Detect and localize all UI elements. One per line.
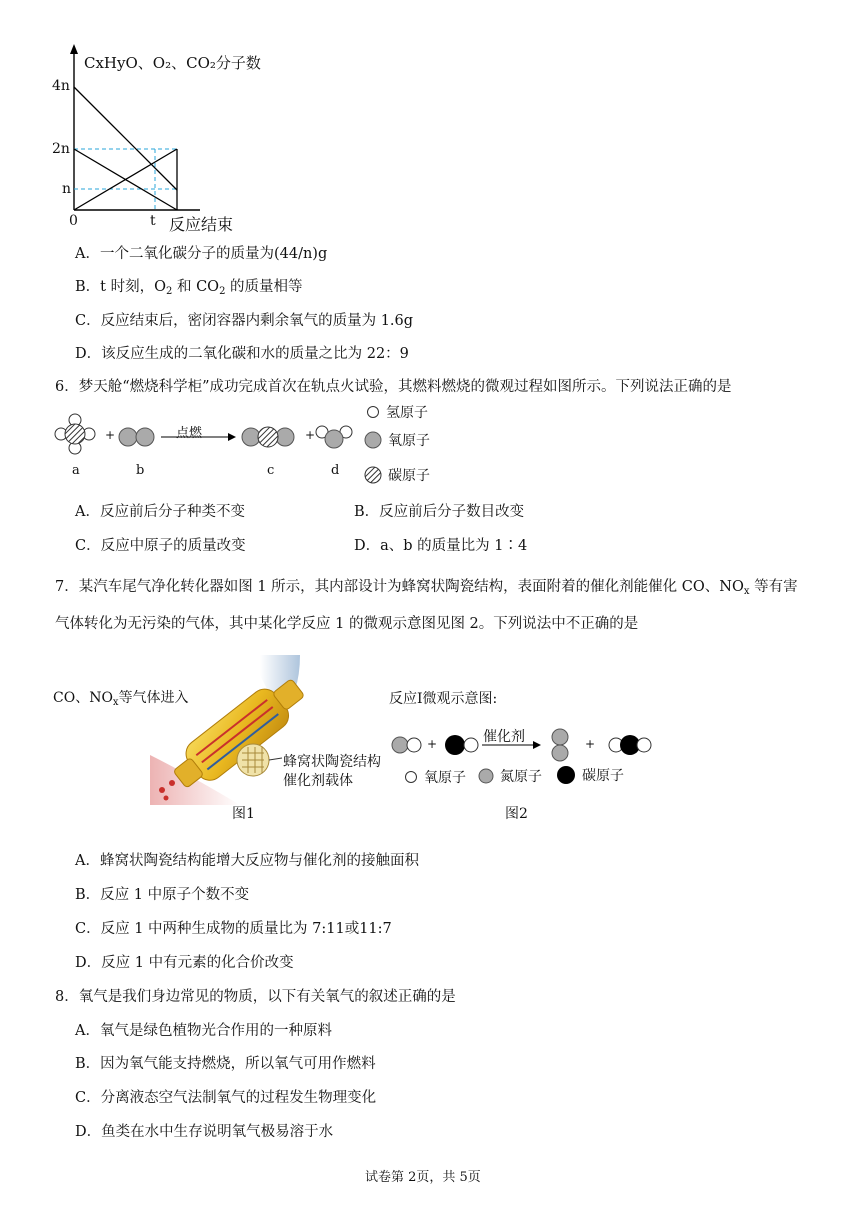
fig2-plus-2: + — [585, 737, 596, 751]
q5-option-b[interactable] — [75, 275, 303, 297]
x-end-label: 反应结束 — [169, 215, 234, 234]
q6-option-a[interactable]: A．反应前后分子种类不变 — [75, 504, 245, 520]
fig2-arrow-label: 催化剂 — [483, 729, 525, 745]
black-atom-icon — [556, 765, 576, 785]
q5-b-sub1: 2 — [165, 286, 173, 297]
q7-option-d[interactable]: D．反应 1 中有元素的化合价改变 — [75, 955, 294, 971]
q7-option-c[interactable]: C．反应 1 中两种生成物的质量比为 7:11或11:7 — [75, 921, 392, 937]
q8-option-d[interactable]: D．鱼类在水中生存说明氧气极易溶于水 — [75, 1124, 334, 1140]
fig1-honeycomb-label: 蜂窝状陶瓷结构 — [283, 754, 381, 770]
q6-label-a: a — [72, 463, 80, 478]
q6-legend-carbon: 碳原子 — [364, 465, 430, 485]
catalytic-converter-image — [150, 655, 390, 805]
q8-option-c[interactable]: C．分离液态空气法制氧气的过程发生物理变化 — [75, 1090, 377, 1106]
fig2-title: 反应Ⅰ微观示意图: — [389, 691, 498, 707]
hatched-atom-icon — [364, 466, 382, 484]
white-atom-icon — [404, 770, 418, 784]
q7-option-b[interactable]: B．反应 1 中原子个数不变 — [75, 887, 250, 903]
q7-stem-line1: 7．某汽车尾气净化转化器如图 1 所示，其内部设计为蜂窝状陶瓷结构，表面附着的催化剂能催化 CO、$NO_x$ 等有害 — [55, 579, 798, 597]
q6-label-c: c — [267, 463, 275, 478]
q6-label-b: b — [136, 463, 145, 478]
q6-option-d[interactable]: D．a、b 的质量比为 1∶4 — [354, 538, 528, 554]
q6-plus-1: + — [105, 428, 116, 442]
q5-option-c[interactable]: C．反应结束后，密闭容器内剩余氧气的质量为 1.6g — [75, 313, 414, 329]
graph-ylabel: CxHyO、O₂、CO₂分子数 — [84, 54, 261, 72]
y-tick-4n: 4n — [52, 78, 70, 94]
fig2-legend-oxygen: 氧原子 — [404, 767, 466, 787]
y-tick-2n: 2n — [52, 141, 70, 157]
q8-option-b[interactable]: B．因为氧气能支持燃烧，所以氧气可用作燃料 — [75, 1056, 376, 1072]
q5-b-pre: B．t 时刻，O — [75, 279, 166, 295]
y-tick-n: n — [62, 181, 72, 197]
white-atom-icon — [366, 405, 380, 419]
q7-option-a[interactable]: A．蜂窝状陶瓷结构能增大反应物与催化剂的接触面积 — [75, 853, 419, 869]
fig1-input-label: CO、$NO_x$等气体进入 — [53, 690, 189, 708]
q6-option-c[interactable]: C．反应中原子的质量改变 — [75, 538, 246, 554]
q8-stem: 8．氧气是我们身边常见的物质，以下有关氧气的叙述正确的是 — [55, 989, 456, 1005]
q6-option-b[interactable]: B．反应前后分子数目改变 — [354, 504, 525, 520]
gray-atom-icon — [478, 768, 494, 784]
x-tick-t: t — [150, 213, 156, 229]
page-footer: 试卷第 2页，共 5页 — [365, 1170, 481, 1185]
q6-stem: 6．梦天舱“燃烧科学柜”成功完成首次在轨点火试验，其燃料燃烧的微观过程如图所示。下列说法正确的是 — [55, 379, 732, 395]
fig2-legend-carbon: 碳原子 — [556, 765, 624, 785]
q5-option-d[interactable]: D．该反应生成的二氧化碳和水的质量之比为 22：9 — [75, 346, 409, 362]
q5-option-a[interactable]: A．一个二氧化碳分子的质量为(44/n)g — [75, 246, 328, 262]
q6-reaction-diagram — [45, 408, 375, 488]
x-tick-0: 0 — [69, 213, 78, 229]
fig1-catalyst-label: 催化剂载体 — [283, 773, 353, 789]
q5-b-sub2: 2 — [219, 286, 226, 297]
q5-b-mid: 和 CO — [172, 279, 220, 295]
q6-legend-hydrogen: 氢原子 — [366, 402, 428, 422]
q6-arrow-label: 点燃 — [176, 426, 203, 441]
fig1-caption: 图1 — [232, 806, 255, 822]
q5-b-post: 的质量相等 — [225, 279, 303, 295]
gray-atom-icon — [364, 431, 382, 449]
fig2-legend-nitrogen: 氮原子 — [478, 766, 542, 786]
q6-plus-2: + — [305, 428, 316, 442]
fig2-plus-1: + — [427, 737, 438, 751]
q8-option-a[interactable]: A．氧气是绿色植物光合作用的一种原料 — [75, 1023, 332, 1039]
q6-label-d: d — [331, 463, 340, 478]
q6-legend-oxygen: 氧原子 — [364, 430, 430, 450]
q7-stem-line2: 气体转化为无污染的气体，其中某化学反应 1 的微观示意图见图 2。下列说法中不正确的是 — [55, 616, 639, 632]
fig2-caption: 图2 — [505, 806, 528, 822]
